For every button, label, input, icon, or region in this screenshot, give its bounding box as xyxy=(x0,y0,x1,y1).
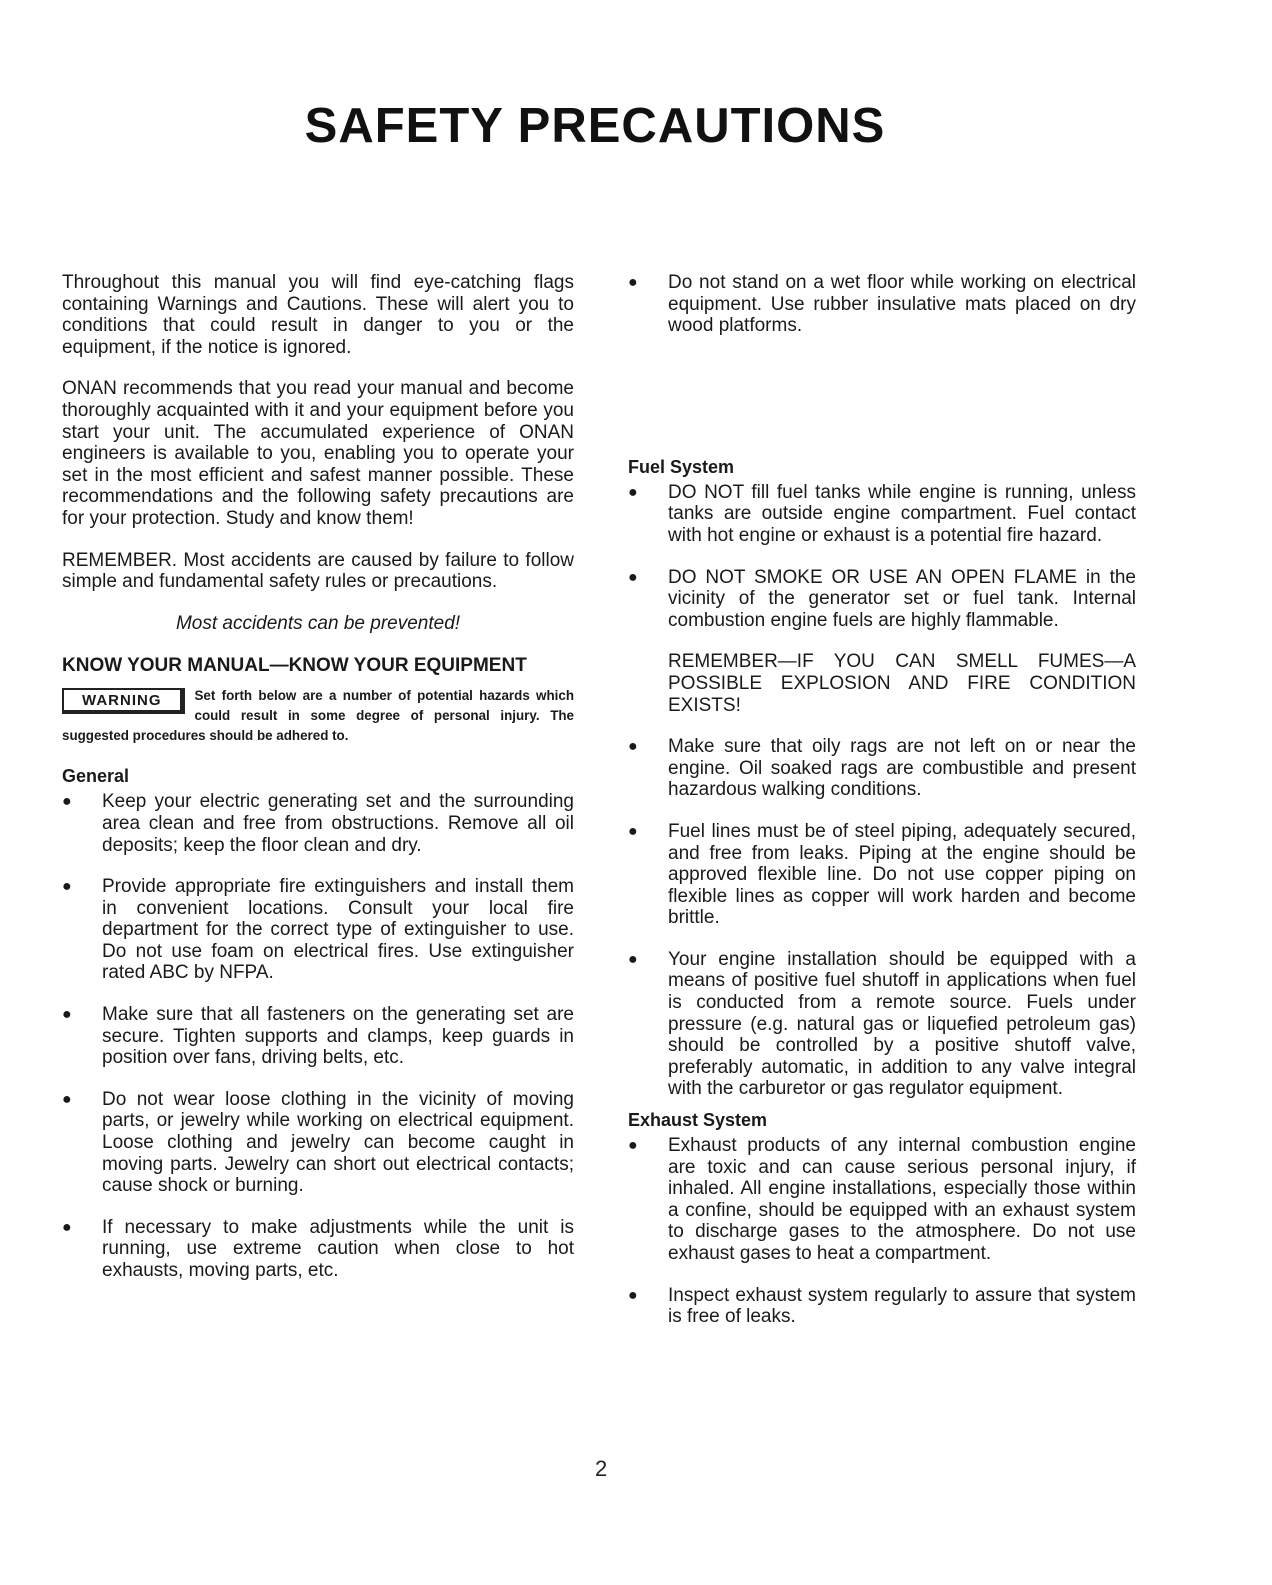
list-item: ● DO NOT fill fuel tanks while engine is running, unless tanks are outside engine compartment. Fuel contact with hot engine or exhaust is a potential fire hazard. xyxy=(628,481,1136,546)
warning-text: Set forth below are a number of potential hazards which could result in some degree of personal injury. The suggested procedures should be adhered to. xyxy=(62,688,574,744)
list-item: ● Make sure that all fasteners on the generating set are secure. Tighten supports and clamps, keep guards in position over fans, driving belts, etc. xyxy=(62,1004,574,1069)
exhaust-system-heading: Exhaust System xyxy=(628,1110,768,1131)
page-number: 2 xyxy=(595,1456,608,1481)
fuel-system-heading: Fuel System xyxy=(628,456,735,477)
know-your-manual-heading: KNOW YOUR MANUAL—KNOW YOUR EQUIPMENT xyxy=(62,654,527,676)
italic-slogan: Most accidents can be prevented! xyxy=(175,612,461,634)
bullet-icon: ● xyxy=(62,1090,72,1108)
bullet-icon: ● xyxy=(628,950,638,968)
list-item: ● If necessary to make adjustments while the unit is running, use extreme caution when close to hot exhausts, moving parts, etc. xyxy=(62,1216,574,1281)
remember-fumes: REMEMBER—IF YOU CAN SMELL FUMES—A POSSIBLE EXPLOSION AND FIRE CONDITION EXISTS! xyxy=(668,651,1136,716)
list-item: ● Keep your electric generating set and the surrounding area clean and free from obstructions. Remove all oil deposits; keep the floor clean and dry. xyxy=(62,791,574,856)
bullet-icon: ● xyxy=(628,1137,638,1155)
right-column xyxy=(628,272,1136,1348)
bullet-icon: ● xyxy=(62,878,72,896)
bullet-icon: ● xyxy=(628,738,638,756)
list-item: ● Inspect exhaust system regularly to assure that system is free of leaks. xyxy=(628,1284,1136,1328)
warning-flag: WARNING xyxy=(62,688,185,714)
bullet-icon: ● xyxy=(628,822,638,840)
bullet-icon: ● xyxy=(628,483,638,501)
remember-paragraph: REMEMBER. Most accidents are caused by failure to follow simple and fundamental safety rules or precautions. xyxy=(62,549,574,593)
intro-paragraph-1: Throughout this manual you will find eye-catching flags containing Warnings and Cautions. These will alert you to conditions that could result in danger to you or the equipment, if the notice is ignored. xyxy=(62,272,574,358)
list-item: ● Make sure that oily rags are not left on or near the engine. Oil soaked rags are combustible and present hazardous walking conditions. xyxy=(628,736,1136,801)
list-item: ● DO NOT SMOKE OR USE AN OPEN FLAME in the vicinity of the generator set or fuel tank. Internal combustion engine fuels are highly flammable. xyxy=(628,566,1136,631)
list-item: ● Do not stand on a wet floor while working on electrical equipment. Use rubber insulative mats placed on dry wood platforms. xyxy=(628,272,1136,337)
bullet-icon: ● xyxy=(62,793,72,811)
bullet-icon: ● xyxy=(628,274,638,291)
bullet-icon: ● xyxy=(62,1006,72,1024)
list-item: ● Do not wear loose clothing in the vicinity of moving parts, or jewelry while working on electrical equipment. Loose clothing and jewelry can become caught in moving parts. Jewelry can short out electrical contacts; cause shock or burning. xyxy=(62,1088,574,1197)
left-column xyxy=(62,272,574,1302)
bullet-icon: ● xyxy=(628,568,638,586)
list-item: ● Your engine installation should be equipped with a means of positive fuel shutoff in applications when fuel is conducted from a remote source. Fuels under pressure (e.g. natural gas or liquefied petroleum gas) should be controlled by a positive shutoff valve, preferably automatic, in addition to any valve integral with the carburetor or gas regulator equipment. xyxy=(628,948,1136,1100)
bullet-icon: ● xyxy=(62,1218,72,1236)
list-item: ● Fuel lines must be of steel piping, adequately secured, and free from leaks. Piping at the engine should be approved flexible line. Do not use copper piping on flexible lines as copper will work harden and become brittle. xyxy=(628,820,1136,929)
general-heading: General xyxy=(62,766,130,787)
page-title: SAFETY PRECAUTIONS xyxy=(304,99,886,153)
intro-paragraph-2: ONAN recommends that you read your manual and become thoroughly acquainted with it and your equipment before you start your unit. The accumulated experience of ONAN engineers is available to you, enabling you to operate your set in the most efficient and safest manner possible. These recommendations and the following safety precautions are for your protection. Study and know them! xyxy=(62,378,574,529)
warning-notice xyxy=(62,686,574,746)
bullet-icon: ● xyxy=(628,1286,638,1304)
list-item: ● Exhaust products of any internal combustion engine are toxic and can cause serious personal injury, if inhaled. All engine installations, especially those within a confine, should be equipped with an exhaust system to discharge gases to the atmosphere. Do not use exhaust gases to heat a compartment. xyxy=(628,1135,1136,1264)
list-item: ● Provide appropriate fire extinguishers and install them in convenient locations. Consult your local fire department for the correct type of extinguisher to use. Do not use foam on electrical fires. Use extinguisher rated ABC by NFPA. xyxy=(62,876,574,984)
